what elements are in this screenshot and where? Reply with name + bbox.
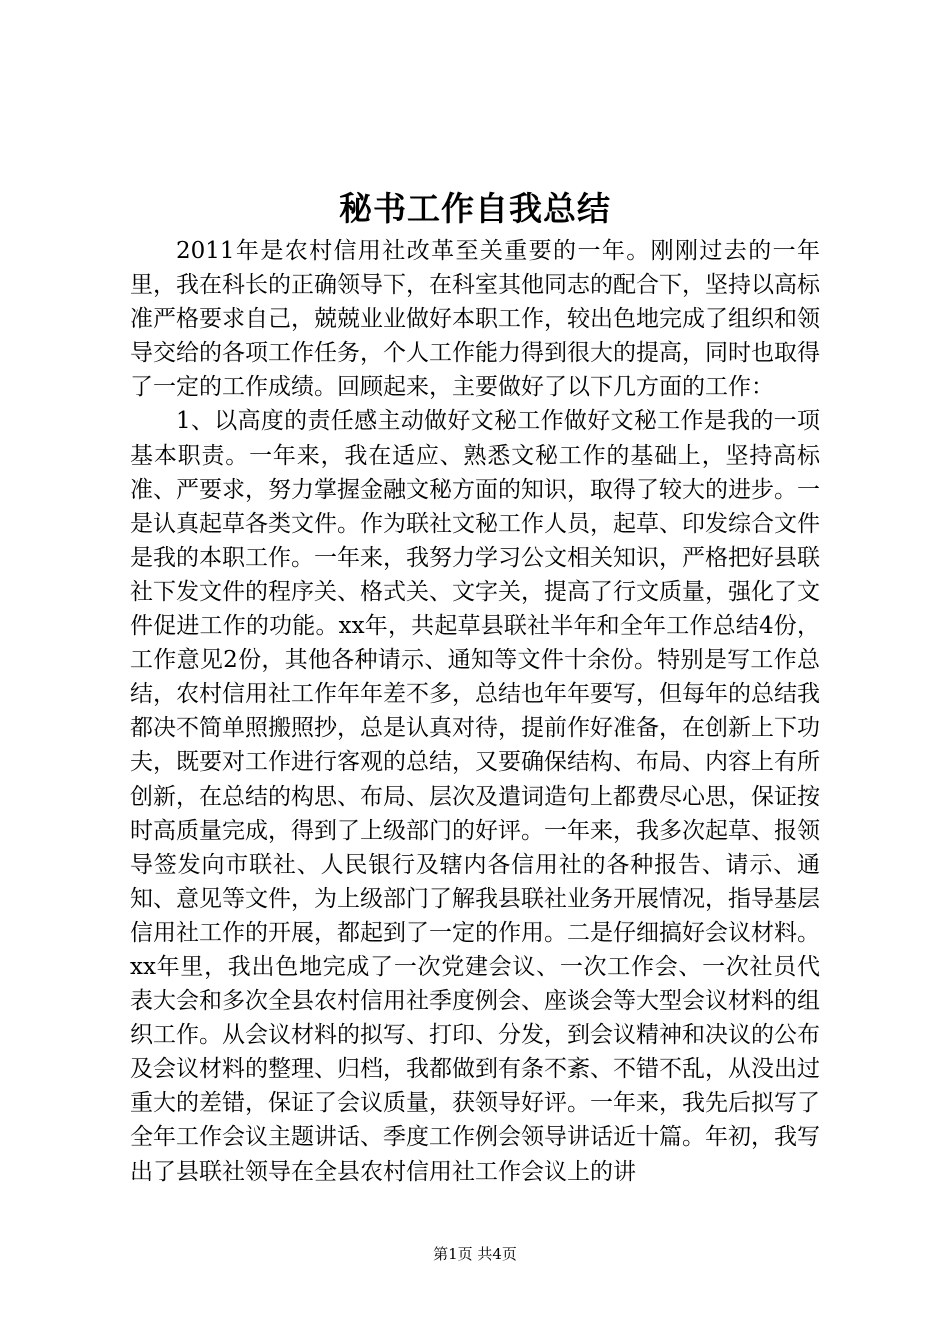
paragraph-section-1: 1、以高度的责任感主动做好文秘工作做好文秘工作是我的一项基本职责。一年来，我在适应、熟悉文秘工作的基础上，坚持高标准、严要求，努力掌握金融文秘方面的知识，取得了较大的进步。一是认真起草各类文件。作为联社文秘工作人员，起草、印发综合文件是我的本职工作。一年来，我努力学习公文相关知识，严格把好县联社下发文件的程序关、格式关、文字关，提高了行文质量，强化了文件促进工作的功能。xx年，共起草县联社半年和全年工作总结4份，工作意见2份，其他各种请示、通知等文件十余份。特别是写工作总结，农村信用社工作年年差不多，总结也年年要写，但每年的总结我都决不简单照搬照抄，总是认真对待，提前作好准备，在创新上下功夫，既要对工作进行客观的总结，又要确保结构、布局、内容上有所创新，在总结的构思、布局、层次及遣词造句上都费尽心思，保证按时高质量完成，得到了上级部门的好评。一年来，我多次起草、报领导签发向市联社、人民银行及辖内各信用社的各种报告、请示、通知、意见等文件，为上级部门了解我县联社业务开展情况，指导基层信用社工作的开展，都起到了一定的作用。二是仔细搞好会议材料。xx年里，我出色地完成了一次党建会议、一次工作会、一次社员代表大会和多次全县农村信用社季度例会、座谈会等大型会议材料的组织工作。从会议材料的拟写、打印、分发，到会议精神和决议的公布及会议材料的整理、归档，我都做到有条不紊、不错不乱，从没出过重大的差错，保证了会议质量，获领导好评。一年来，我先后拟写了全年工作会议主题讲话、季度工作例会领导讲话近十篇。年初，我写出了县联社领导在全县农村信用社工作会议上的讲 — [130, 408, 820, 1185]
paragraph-intro: 2011年是农村信用社改革至关重要的一年。刚刚过去的一年里，我在科长的正确领导下，在科室其他同志的配合下，坚持以高标准严格要求自己，兢兢业业做好本职工作，较出色地完成了组织和领导交给的各项工作任务，个人工作能力得到很大的提高，同时也取得了一定的工作成绩。回顾起来，主要做好了以下几方面的工作： — [130, 238, 820, 401]
document-title: 秘书工作自我总结 — [339, 189, 611, 228]
document-body — [130, 234, 820, 1189]
page-footer: 第1页 共4页 — [433, 1245, 517, 1263]
